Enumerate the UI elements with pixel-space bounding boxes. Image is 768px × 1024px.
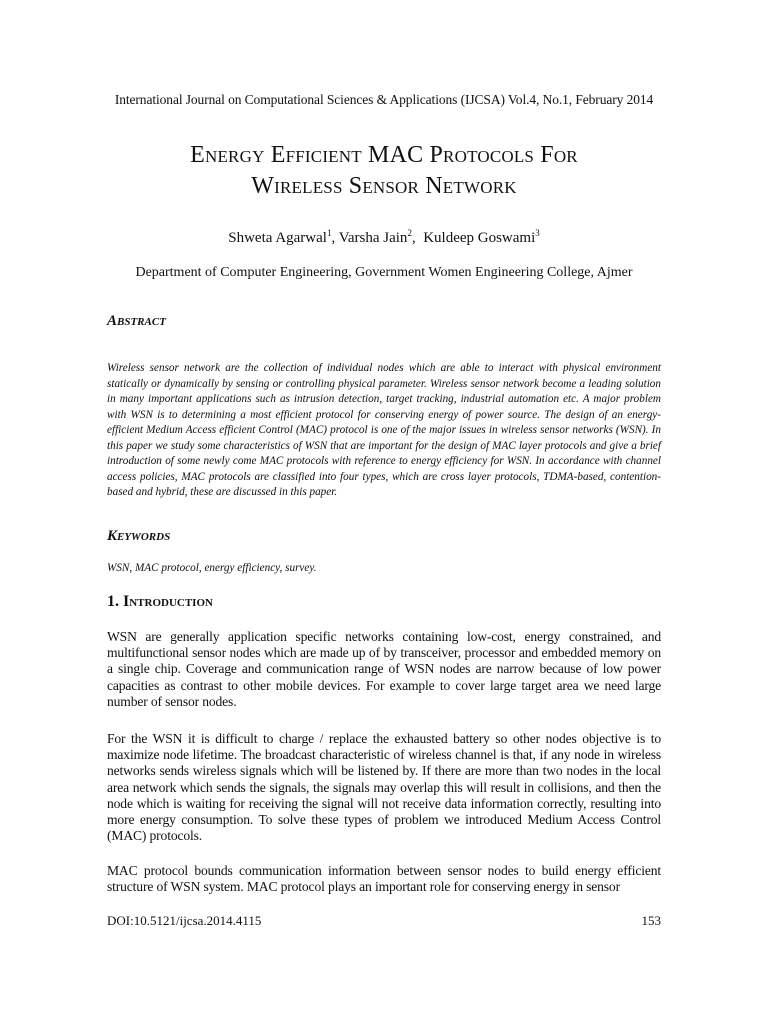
body-paragraph: For the WSN it is difficult to charge / replace the exhausted battery so other nodes objective is to maximize node lifetime. The broadcast characteristic of wireless channel is that, if any node in wireless networks sends wireless signals which will be listened by. If there are more than two nodes in the local area network which sends the signals, the signals may overlap this will result in collisions, and then the node which is waiting for receiving the signal will not receive data information correctly, resulting into more energy consumption. To solve these types of problem we introduced Medium Access Control (MAC) protocols. <box>107 731 661 844</box>
affiliation: Department of Computer Engineering, Government Women Engineering College, Ajmer <box>135 265 633 280</box>
abstract-heading: Abstract <box>107 313 166 329</box>
page-number: 153 <box>641 913 661 928</box>
author-name: Shweta Agarwal <box>228 230 327 246</box>
running-head: International Journal on Computational Sciences & Applications (IJCSA) Vol.4, No.1, February 2014 <box>114 92 654 107</box>
author-affil-mark: 3 <box>535 228 540 238</box>
doi: DOI:10.5121/ijcsa.2014.4115 <box>107 913 262 928</box>
author-name: Varsha Jain <box>338 230 408 246</box>
author-affil-mark: 2 <box>407 228 412 238</box>
author-affil-mark: 1 <box>326 228 332 238</box>
section-heading-introduction: 1. Introduction <box>107 593 213 610</box>
author-name: Kuldeep Goswami <box>423 230 536 246</box>
keywords-heading: Keywords <box>107 528 171 544</box>
body-paragraph: WSN are generally application specific networks containing low-cost, energy constrained, and multifunctional sensor nodes which are made up of by transceiver, processor and embedded memory on a single chip. Coverage and communication range of WSN nodes are narrow because of low power capacities as contrast to other mobile devices. For example to cover large target area we need large number of sensor nodes. <box>107 629 661 709</box>
author-list: Shweta Agarwal$^1$, Varsha Jain$^2$, Kuldeep Goswami$^3$ <box>228 228 540 246</box>
title-line-1: Energy Efficient MAC Protocols For <box>190 142 578 168</box>
keywords-text: WSN, MAC protocol, energy efficiency, survey. <box>107 562 317 574</box>
abstract-text: Wireless sensor network are the collection of individual nodes which are able to interact with physical environment statically or dynamically by sensing or controlling physical parameter. Wireless sensor network become a leading solution in many important applications such as intrusion detection, target tracking, industrial automation etc. A major problem with WSN is to determining a most efficient protocol for conserving energy of power source. The design of an energy- efficient Medium Access efficient Control (MAC) protocol is one of the major issues in wireless sensor networks (WSN). In this paper we study some characteristics of WSN that are important for the design of MAC layer protocols and give a brief introduction of some newly come MAC protocols with reference to energy efficiency for WSN. In accordance with channel access policies, MAC protocols are classified into four types, which are cross layer protocols, TDMA-based, contention-based and hybrid, these are discussed in this paper. <box>107 362 661 498</box>
paper-title <box>0 140 768 202</box>
body-paragraph: MAC protocol bounds communication information between sensor nodes to build energy efficient structure of WSN system. MAC protocol plays an important role for conserving energy in sensor <box>107 863 661 895</box>
title-line-2: Wireless Sensor Network <box>251 173 517 199</box>
